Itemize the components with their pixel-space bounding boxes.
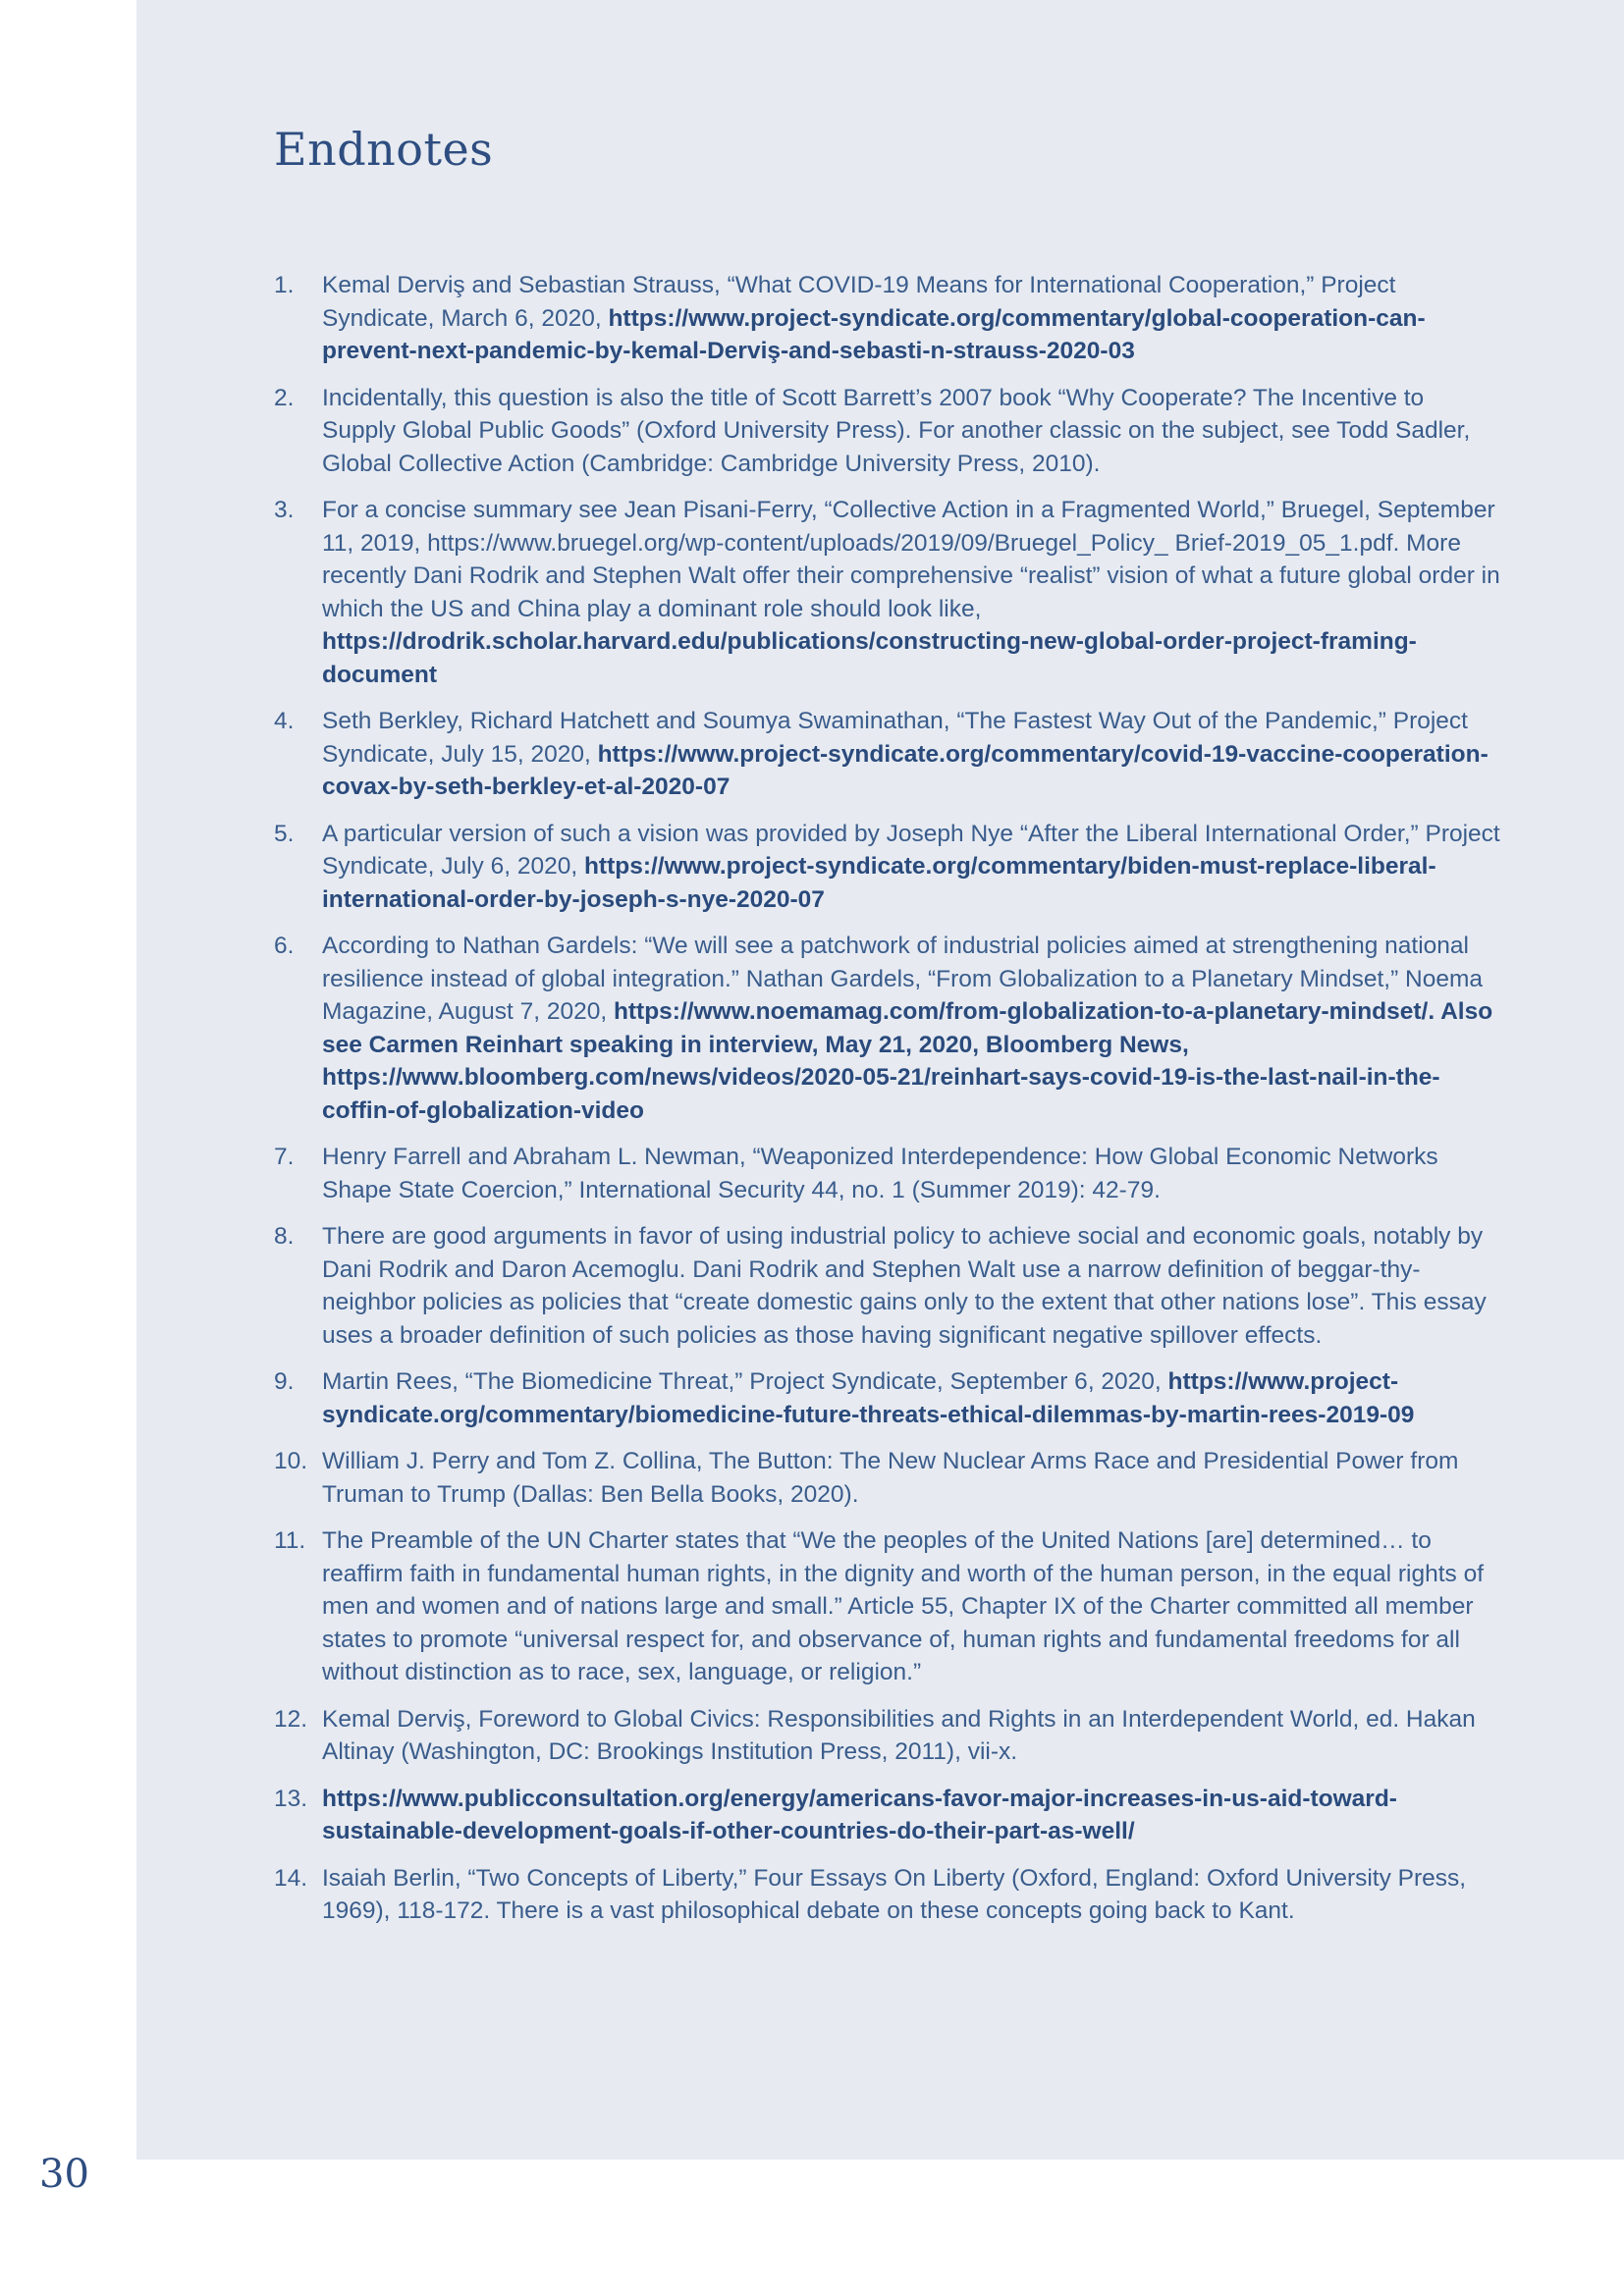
- endnote-number: 10.: [274, 1448, 308, 1474]
- endnote-item: [274, 930, 1501, 1127]
- endnote-text: [322, 930, 1501, 1127]
- endnote-item: [274, 1445, 1501, 1511]
- endnote-item: [274, 494, 1501, 691]
- endnote-number: 13.: [274, 1785, 308, 1812]
- endnote-text: [322, 818, 1501, 917]
- endnote-number: 11.: [274, 1527, 306, 1554]
- endnote-number: 12.: [274, 1705, 308, 1733]
- endnote-link[interactable]: https://drodrik.scholar.harvard.edu/publications/constructing-new-global-order-project-framing-document: [322, 628, 1417, 688]
- endnote-link[interactable]: https://www.project-syndicate.org/commentary/biomedicine-future-threats-ethical-dilemmas-by-martin-rees-2019-09: [322, 1368, 1415, 1428]
- endnote-number: 8.: [274, 1223, 295, 1250]
- endnotes-list: [274, 269, 1501, 1942]
- endnote-link[interactable]: https://www.project-syndicate.org/commentary/biden-must-replace-liberal-international-order-by-joseph-s-nye-2020-07: [322, 853, 1436, 913]
- endnote-link[interactable]: https://www.publicconsultation.org/energy/americans-favor-major-increases-in-us-aid-toward-sustainable-development-goals-if-other-countries-do-their-part-as-well/: [322, 1785, 1397, 1844]
- endnote-number: 4.: [274, 708, 295, 734]
- endnote-text: [322, 494, 1501, 691]
- endnote-citation-text: There are good arguments in favor of using industrial policy to achieve social and economic goals, notably by Dani Rodrik and Daron Acemoglu. Dani Rodrik and Stephen Walt use a narrow definition of beggar-thy-neighbor policies as policies that “create domestic gains only to the extent that other nations lose”. This essay uses a broader definition of such policies as those having significant negative spillover effects.: [322, 1223, 1487, 1349]
- endnote-text: [322, 1524, 1501, 1689]
- endnote-item: [274, 1783, 1501, 1848]
- endnote-item: [274, 1365, 1501, 1431]
- endnote-link[interactable]: https://www.project-syndicate.org/commentary/covid-19-vaccine-cooperation-covax-by-seth-berkley-et-al-2020-07: [322, 740, 1489, 800]
- endnote-text: [322, 382, 1501, 481]
- endnote-text: [322, 1703, 1501, 1769]
- endnote-text: [322, 1141, 1501, 1206]
- endnote-item: [274, 818, 1501, 917]
- endnote-number: 1.: [274, 272, 295, 298]
- endnote-item: [274, 1703, 1501, 1769]
- endnote-item: [274, 1524, 1501, 1689]
- endnote-citation-text: A particular version of such a vision was provided by Joseph Nye “After the Liberal International Order,” Project Syndicate, July 6, 2020,: [322, 820, 1500, 880]
- endnote-number: 7.: [274, 1144, 295, 1170]
- endnote-number: 9.: [274, 1368, 295, 1395]
- endnote-text: [322, 1783, 1501, 1848]
- endnote-item: [274, 1141, 1501, 1206]
- endnote-link[interactable]: https://www.noemamag.com/from-globalization-to-a-planetary-mindset/. Also see Carmen Reinhart speaking in interview, May 21, 2020, Bloomberg News, https://www.bloomberg.com/news/videos/2020-05-21/reinhart-says-covid-19-is-the-last-nail-in-the-coffin-of-globalization-video: [322, 998, 1493, 1124]
- endnote-citation-text: For a concise summary see Jean Pisani-Ferry, “Collective Action in a Fragmented World,” Bruegel, September 11, 2019, https://www.bruegel.org/wp-content/uploads/2019/09/Bruegel_Policy_ Brief-2019_05_1.pdf. More recently Dani Rodrik and Stephen Walt offer their comprehensive “realist” vision of what a future global order in which the US and China play a dominant role should look like,: [322, 497, 1500, 622]
- endnote-citation-text: Martin Rees, “The Biomedicine Threat,” Project Syndicate, September 6, 2020,: [322, 1368, 1168, 1395]
- endnote-citation-text: Incidentally, this question is also the title of Scott Barrett’s 2007 book “Why Cooperate? The Incentive to Supply Global Public Goods” (Oxford University Press). For another classic on the subject, see Todd Sadler, Global Collective Action (Cambridge: Cambridge University Press, 2010).: [322, 384, 1471, 477]
- endnote-text: [322, 705, 1501, 804]
- endnote-number: 5.: [274, 820, 295, 847]
- endnote-item: [274, 705, 1501, 804]
- endnote-item: [274, 1220, 1501, 1352]
- endnote-link[interactable]: https://www.project-syndicate.org/commentary/global-cooperation-can-prevent-next-pandemic-by-kemal-Derviş-and-sebasti-n-strauss-2020-03: [322, 304, 1426, 364]
- endnote-citation-text: According to Nathan Gardels: “We will see a patchwork of industrial policies aimed at strengthening national resilience instead of global integration.” Nathan Gardels, “From Globalization to a Planetary Mindset,” Noema Magazine, August 7, 2020,: [322, 933, 1484, 1025]
- endnote-number: 3.: [274, 497, 295, 523]
- endnote-number: 6.: [274, 933, 295, 959]
- endnote-item: [274, 382, 1501, 481]
- endnote-citation-text: Henry Farrell and Abraham L. Newman, “Weaponized Interdependence: How Global Economic Networks Shape State Coercion,” International Security 44, no. 1 (Summer 2019): 42-79.: [322, 1144, 1438, 1203]
- endnote-text: [322, 1862, 1501, 1928]
- endnote-text: [322, 269, 1501, 368]
- endnote-item: [274, 1862, 1501, 1928]
- page-title: Endnotes: [274, 123, 494, 176]
- endnote-item: [274, 269, 1501, 368]
- endnote-text: [322, 1220, 1501, 1352]
- endnote-citation-text: The Preamble of the UN Charter states that “We the peoples of the United Nations [are] determined… to reaffirm faith in fundamental human rights, in the dignity and worth of the human person, in the equal rights of men and women and of nations large and small.” Article 55, Chapter IX of the Charter committed all member states to promote “universal respect for, and observance of, human rights and fundamental freedoms for all without distinction as to race, sex, language, or religion.”: [322, 1527, 1485, 1685]
- endnote-citation-text: Seth Berkley, Richard Hatchett and Soumya Swaminathan, “The Fastest Way Out of the Pandemic,” Project Syndicate, July 15, 2020,: [322, 708, 1468, 768]
- endnote-citation-text: Isaiah Berlin, “Two Concepts of Liberty,” Four Essays On Liberty (Oxford, England: Oxford University Press, 1969), 118-172. There is a vast philosophical debate on these concepts going back to Kant.: [322, 1864, 1467, 1924]
- endnote-citation-text: Kemal Derviş and Sebastian Strauss, “What COVID-19 Means for International Cooperation,” Project Syndicate, March 6, 2020,: [322, 272, 1396, 332]
- endnote-text: [322, 1365, 1501, 1431]
- endnote-citation-text: William J. Perry and Tom Z. Collina, The Button: The New Nuclear Arms Race and Presidential Power from Truman to Trump (Dallas: Ben Bella Books, 2020).: [322, 1448, 1459, 1508]
- endnote-citation-text: Kemal Derviş, Foreword to Global Civics: Responsibilities and Rights in an Interdependent World, ed. Hakan Altinay (Washington, DC: Brookings Institution Press, 2011), vii-x.: [322, 1705, 1476, 1765]
- endnote-text: [322, 1445, 1501, 1511]
- endnote-number: 2.: [274, 384, 295, 411]
- endnote-number: 14.: [274, 1864, 308, 1892]
- page-number: 30: [39, 2152, 89, 2197]
